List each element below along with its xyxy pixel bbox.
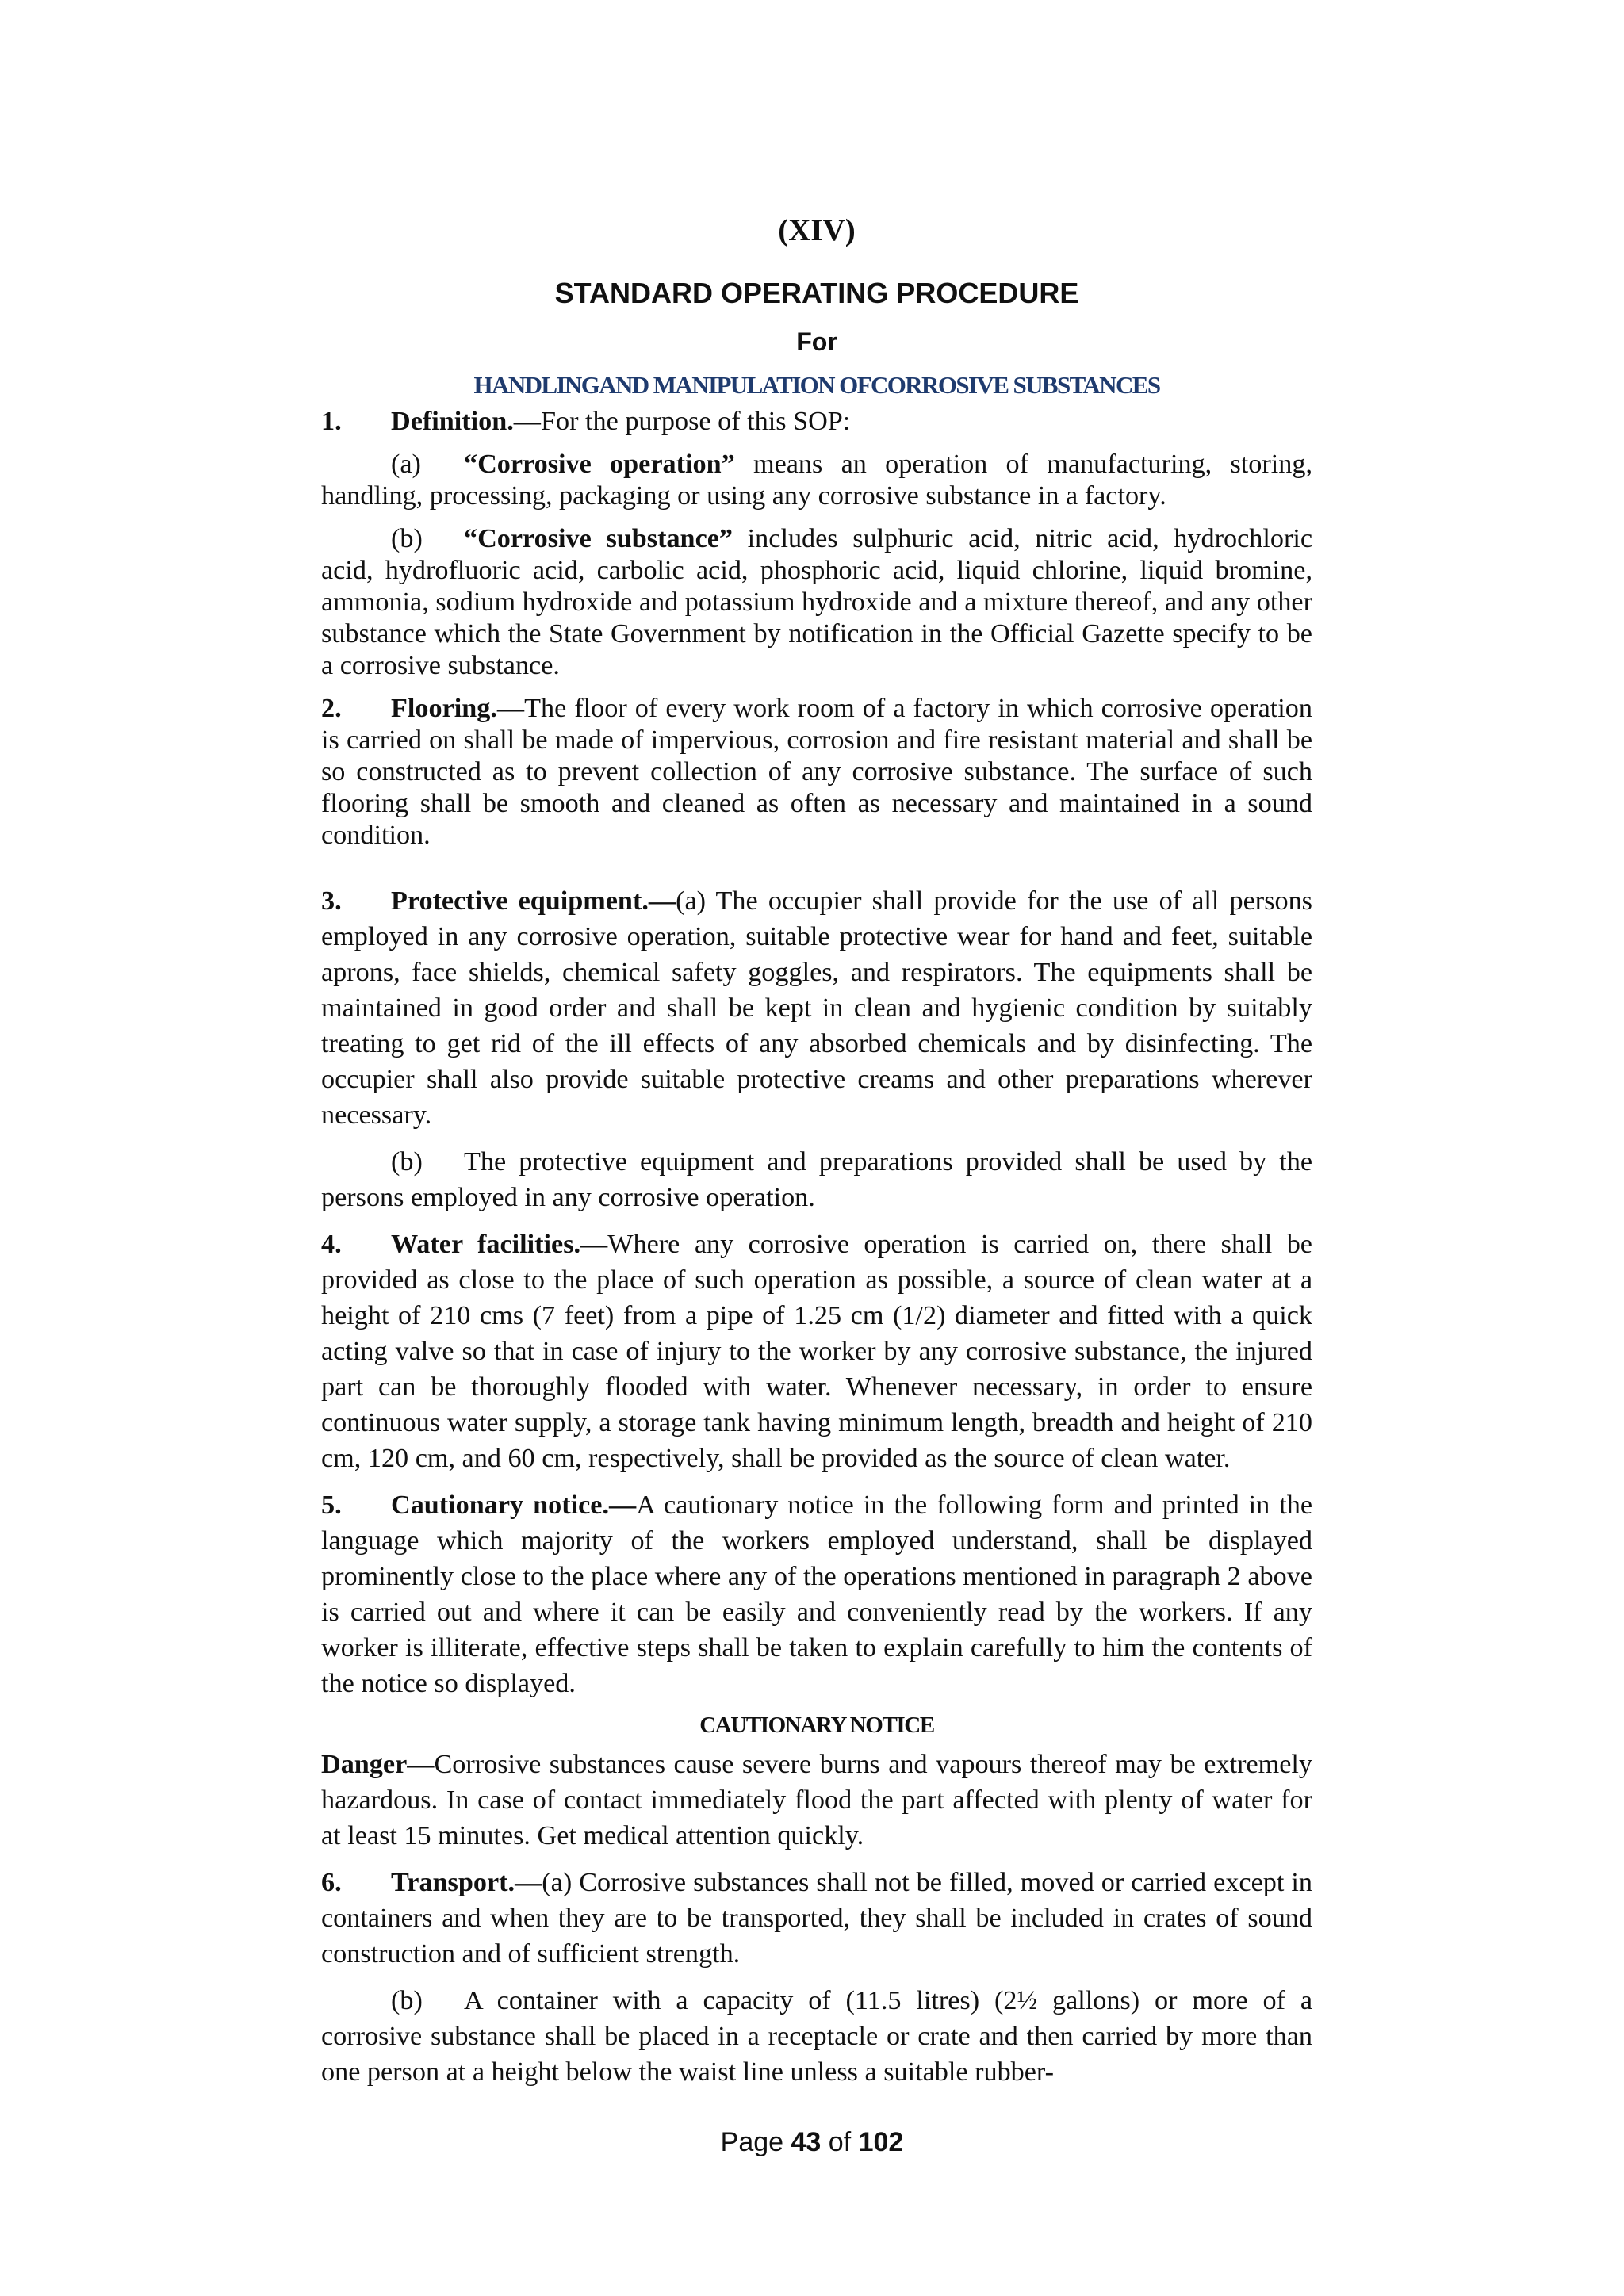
- section-5-cautionary-notice: [321, 1487, 1312, 1701]
- danger-label: Danger—: [321, 1750, 435, 1779]
- page-word: Page: [720, 2127, 784, 2157]
- clause-label: (a): [391, 450, 421, 479]
- section-heading: Cautionary notice.—: [391, 1490, 637, 1520]
- clause-label: (b): [391, 1147, 423, 1177]
- defined-term: “Corrosive operation”: [464, 450, 735, 479]
- defined-term: “Corrosive substance”: [464, 524, 733, 553]
- section-number: 5.: [321, 1490, 342, 1520]
- section-heading: Protective equipment.—: [391, 886, 676, 916]
- section-heading: Flooring.—: [391, 694, 525, 723]
- for-label: For: [796, 327, 837, 356]
- section-text: Where any corrosive operation is carried on, there shall be provided as close to the place of such operation as possible, a source of clean water at a height of 210 cms (7 feet) from a pipe of 1.25 cm (1/2) diameter and fitted with a quick acting valve so that in case of injury to the worker by any corrosive substance, the injured part can be thoroughly flooded with water. Whenever necessary, in order to ensure continuous water supply, a storage tank having minimum length, breadth and height of 210 cm, 120 cm, and 60 cm, respectively, shall be provided as the source of clean water.: [321, 1230, 1312, 1473]
- document-subject: HANDLINGAND MANIPULATION OFCORROSIVE SUBSTANCES: [473, 371, 1160, 399]
- chapter-roman-numeral: (XIV): [778, 213, 856, 247]
- clause-label: (b): [391, 1986, 423, 2015]
- section-3b-usage: [321, 1144, 1312, 1215]
- section-6b-container: [321, 1983, 1312, 2090]
- document-body: [321, 212, 1312, 2101]
- section-6-transport: [321, 1865, 1312, 1972]
- section-3-protective-equipment: [321, 883, 1312, 1133]
- section-heading: Water facilities.—: [391, 1230, 608, 1259]
- danger-text: Corrosive substances cause severe burns and vapours thereof may be extremely hazardous. In case of contact immediately flood the part affected with plenty of water for at least 15 minutes. Get medical attention quickly.: [321, 1750, 1312, 1850]
- section-number: 2.: [321, 694, 342, 723]
- clause-text: means an operation of manufacturing, storing, handling, processing, packaging or using any corrosive substance in a factory.: [321, 450, 1313, 511]
- section-text: (a) Corrosive substances shall not be filled, moved or carried except in containers and when they are to be transported, they shall be included in crates of sound construction and of sufficient strength.: [321, 1868, 1312, 1969]
- section-number: 1.: [321, 407, 342, 436]
- clause-label: (b): [391, 524, 423, 553]
- section-4-water-facilities: [321, 1226, 1312, 1476]
- clause-text: A container with a capacity of (11.5 litres) (2½ gallons) or more of a corrosive substance shall be placed in a receptacle or crate and then carried by more than one person at a height below the waist line unless a suitable rubber-: [321, 1986, 1312, 2087]
- section-text: (a) The occupier shall provide for the use of all persons employed in any corrosive operation, suitable protective wear for hand and feet, suitable aprons, face shields, chemical safety goggles, and respirators. The equipments shall be maintained in good order and shall be kept in clean and hygienic condition by suitably treating to get rid of the ill effects of any absorbed chemicals and by disinfecting. The occupier shall also provide suitable protective creams and other preparations wherever necessary.: [321, 886, 1312, 1130]
- page-current: 43: [791, 2127, 822, 2157]
- clause-text: includes sulphuric acid, nitric acid, hydrochloric acid, hydrofluoric acid, carbolic acid, phosphoric acid, liquid chlorine, liquid bromine, ammonia, sodium hydroxide and potassium hydroxide and a mixture thereof, and any other substance which the State Government by notification in the Official Gazette specify to be a corrosive substance.: [321, 524, 1312, 680]
- cautionary-notice-title: CAUTIONARY NOTICE: [699, 1712, 934, 1738]
- section-number: 4.: [321, 1230, 342, 1259]
- section-number: 3.: [321, 886, 342, 916]
- section-text: A cautionary notice in the following form and printed in the language which majority of the workers employed understand, shall be displayed prominently close to the place where any of the operations mentioned in paragraph 2 above is carried out and where it can be easily and conveniently read by the workers. If any worker is illiterate, effective steps shall be taken to explain carefully to him the contents of the notice so displayed.: [321, 1490, 1312, 1698]
- clause-text: The protective equipment and preparations provided shall be used by the persons employed in any corrosive operation.: [321, 1147, 1312, 1212]
- danger-notice: [321, 1747, 1312, 1854]
- section-2-flooring: [321, 693, 1312, 851]
- section-1b-corrosive-substance: [321, 523, 1312, 682]
- section-heading: Transport.—: [391, 1868, 542, 1897]
- section-number: 6.: [321, 1868, 342, 1897]
- of-word: of: [828, 2127, 852, 2157]
- section-1a-corrosive-operation: [321, 449, 1312, 512]
- section-1-definition: [321, 406, 1312, 438]
- section-text: The floor of every work room of a factory in which corrosive operation is carried on shall be made of impervious, corrosion and fire resistant material and shall be so constructed as to prevent collection of any corrosive substance. The surface of such flooring shall be smooth and cleaned as often as necessary and maintained in a sound condition.: [321, 694, 1312, 850]
- page-footer: [0, 2127, 1624, 2158]
- section-heading: Definition.—: [391, 407, 541, 436]
- document-title: STANDARD OPERATING PROCEDURE: [554, 277, 1079, 309]
- section-text: For the purpose of this SOP:: [540, 407, 851, 436]
- page-total: 102: [858, 2127, 904, 2157]
